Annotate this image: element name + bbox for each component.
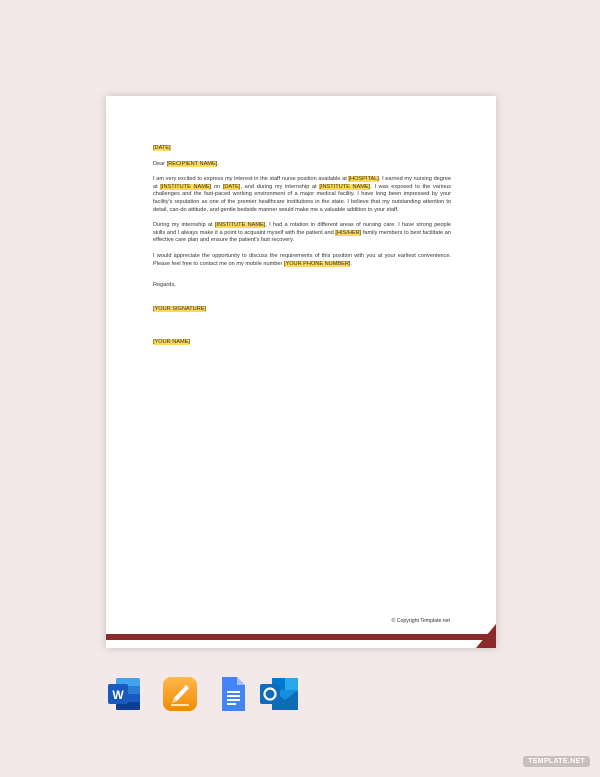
google-docs-icon[interactable] <box>214 676 250 712</box>
letter-page <box>106 96 496 648</box>
paragraph-2: During my internship at [INSTITUTE NAME], I had a rotation in different areas of nursing care. I have strong people skills and I always make it a point to acquaint myself with the patient and [HIS/HER] family members to best facilitate an effective care plan and ensure the patient's fast recovery. <box>153 222 451 244</box>
footer-bar <box>106 618 496 648</box>
word-icon[interactable] <box>106 676 142 712</box>
recipient-name: [RECIPIENT NAME] <box>166 160 218 167</box>
template-net-watermark: TEMPLATE.NET <box>523 756 590 767</box>
paragraph-3: I would appreciate the opportunity to discuss the requirements of this position with you at your earliest convenience. Please feel free to contact me on my mobile number [YOUR PHONE NUMBER]. <box>153 252 451 267</box>
name-placeholder: [YOUR NAME] <box>153 339 190 346</box>
outlook-icon[interactable] <box>258 676 300 712</box>
signature-placeholder: [YOUR SIGNATURE] <box>153 305 207 312</box>
pages-icon[interactable] <box>162 676 198 712</box>
letter-body <box>153 145 451 355</box>
salutation: Dear [RECIPIENT NAME], <box>153 160 219 167</box>
svg-text:W: W <box>112 688 124 702</box>
copyright-text: © Copyright Template.net <box>391 618 450 624</box>
closing: Regards, <box>153 282 176 289</box>
app-icons-row <box>0 676 600 712</box>
letter-date: [DATE] <box>153 145 171 151</box>
paragraph-1: I am very excited to express my interest in the staff nurse position available at [HOSPITAL]. I earned my nursing degree at [INSTITUTE NAME] on [DATE], and during my internship at [INSTITUTE NAME]. I was exposed to the various challenges and the fast-paced working environment of a major medical facility. I have long been impressed by your facility's reputation as one of the premier healthcare institutions in the state. I believe that my outstanding attention to detail, can-do attitude, and gentle bedside manner would make me a valuable addition to your staff. <box>153 176 451 213</box>
